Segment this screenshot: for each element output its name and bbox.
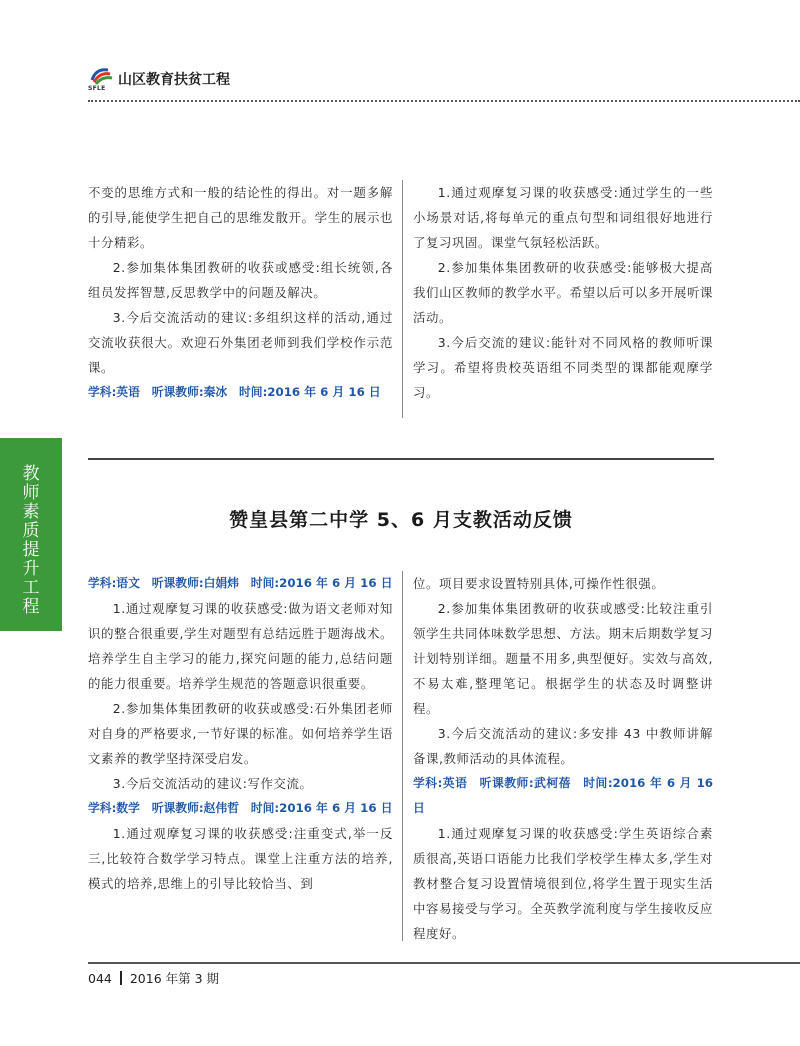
top-right-column [413, 180, 713, 405]
paragraph: 2.参加集体集团教研的收获或感受:比较注重引领学生共同体味数学思想、方法。期末后期数学复习计划特别详细。题量不用多,典型便好。实效与高效,不易太难,整理笔记。根据学生的状态及时调整讲程。 [413, 601, 713, 716]
paragraph: 3.今后交流活动的建议:写作交流。 [112, 776, 313, 791]
side-tab-char: 师 [22, 483, 40, 503]
meta-line: 学科:英语 听课教师:秦冰 时间:2016 年 6 月 16 日 [88, 385, 381, 399]
paragraph: 1.通过观摩复习课的收获感受:做为语文老师对知识的整合很重要,学生对题型有总结远胜于题海战术。培养学生自主学习的能力,探究问题的能力,总结问题的能力很重要。培养学生规范的答题意识很重要。 [88, 601, 393, 691]
side-tab-char: 教 [22, 464, 40, 484]
bottom-left-column [88, 571, 393, 896]
top-left-column [88, 180, 393, 405]
header-title: 山区教育扶贫工程 [118, 72, 230, 88]
side-tab-char: 提 [22, 540, 40, 560]
paragraph: 2.参加集体集团教研的收获或感受:石外集团老师对自身的严格要求,一节好课的标准。如何培养学生语文素养的教学坚持深受启发。 [88, 701, 393, 766]
paragraph: 位。项目要求设置特别具体,可操作性很强。 [413, 576, 665, 591]
paragraph: 2.参加集体集团教研的收获或感受:组长统领,各组员发挥智慧,反思教学中的问题及解决。 [88, 260, 393, 300]
paragraph: 3.今后交流活动的建议:多安排 43 中教师讲解备课,教师活动的具体流程。 [413, 726, 713, 766]
meta-line: 学科:数学 听课教师:赵伟哲 时间:2016 年 6 月 16 日 [88, 801, 393, 815]
side-tab-char: 程 [22, 597, 40, 617]
side-tab [0, 438, 62, 631]
side-tab-char: 质 [22, 521, 40, 541]
paragraph: 1.通过观摩复习课的收获感受:通过学生的一些小场景对话,将每单元的重点句型和词组很好地进行了复习巩固。课堂气氛轻松活跃。 [413, 185, 713, 250]
bottom-right-column [413, 571, 713, 946]
meta-line: 学科:英语 听课教师:武柯蓓 时间:2016 年 6 月 16 日 [413, 776, 713, 815]
paragraph: 3.今后交流的建议:能针对不同风格的教师听课学习。希望将贵校英语组不同类型的课都能观摩学习。 [413, 335, 713, 400]
logo-mark-icon [88, 66, 114, 86]
paragraph: 1.通过观摩复习课的收获感受:学生英语综合素质很高,英语口语能力比我们学校学生棒太多,学生对教材整合复习设置情境很到位,将学生置于现实生活中容易接受与学习。全英教学流利度与学生接收反应程度好。 [413, 826, 713, 941]
page-number: 044 [88, 970, 112, 986]
running-header [88, 66, 230, 92]
column-divider [402, 571, 403, 941]
issue-label: 2016 年第 3 期 [129, 971, 220, 986]
header-dotted-rule [88, 100, 800, 102]
section-title: 赞皇县第二中学 5、6 月支教活动反馈 [229, 509, 573, 531]
section-rule [88, 458, 714, 460]
paragraph: 1.通过观摩复习课的收获感受:注重变式,举一反三,比较符合数学学习特点。课堂上注重方法的培养,模式的培养,思维上的引导比较恰当、到 [88, 826, 393, 891]
logo-text: SFLE [88, 85, 106, 92]
footer-rule [88, 962, 800, 964]
meta-line: 学科:语文 听课教师:白娟炜 时间:2016 年 6 月 16 日 [88, 576, 393, 590]
side-tab-text [0, 465, 62, 617]
paragraph: 不变的思维方式和一般的结论性的得出。对一题多解的引导,能使学生把自己的思维发散开。学生的展示也十分精彩。 [88, 185, 393, 250]
side-tab-char: 素 [22, 502, 40, 522]
sfle-logo [88, 66, 114, 92]
paragraph: 3.今后交流活动的建议:多组织这样的活动,通过交流收获很大。欢迎石外集团老师到我们学校作示范课。 [88, 310, 393, 375]
footer [88, 969, 219, 987]
paragraph: 2.参加集体集团教研的收获感受:能够极大提高我们山区教师的教学水平。希望以后可以多开展听课活动。 [413, 260, 713, 325]
footer-separator [120, 971, 122, 985]
column-divider [402, 180, 403, 418]
side-tab-char: 工 [22, 578, 40, 598]
side-tab-char: 升 [22, 559, 40, 579]
